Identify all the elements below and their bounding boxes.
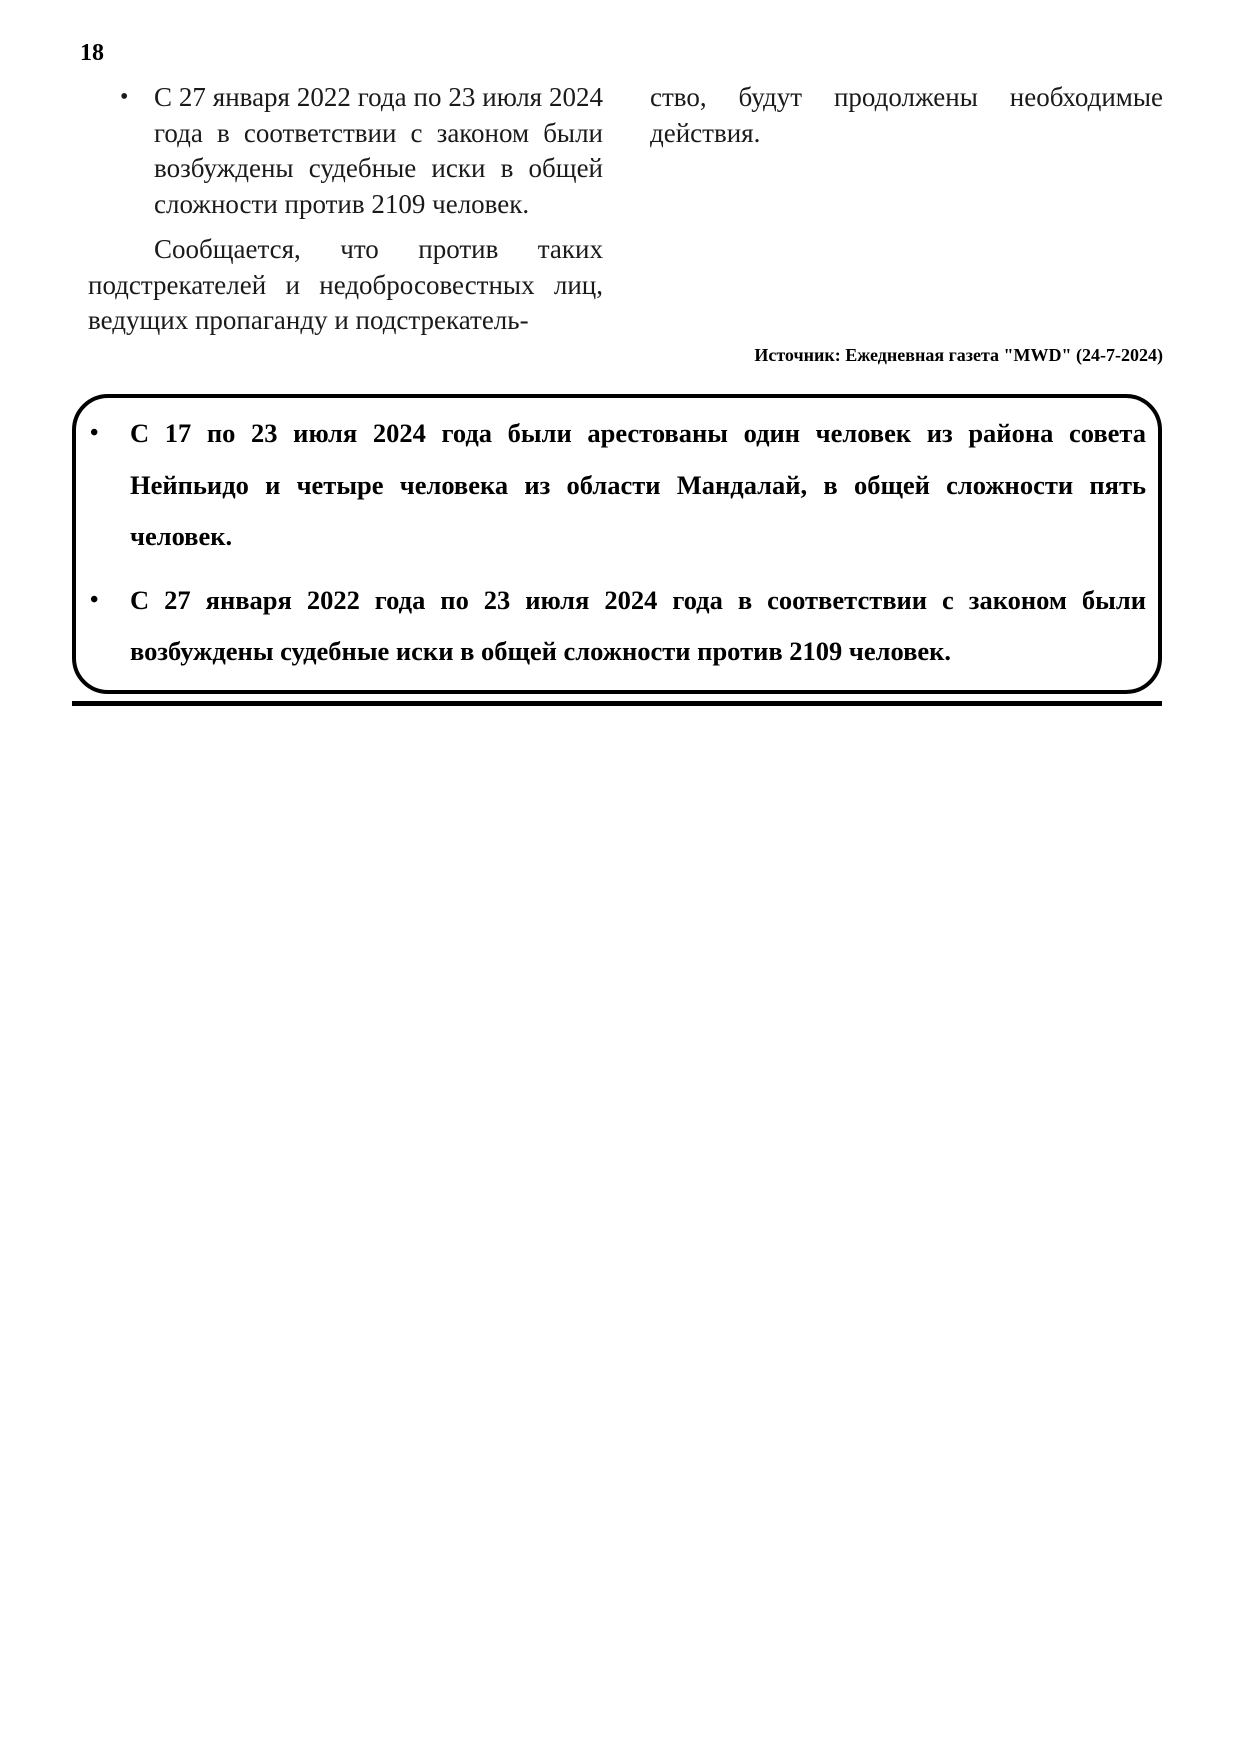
summary-item-text: С 27 января 2022 года по 23 июля 2024 года в соответствии с законом были возбуждены судебные иски в общей сложности против 2109 человек. xyxy=(130,584,1146,666)
source-citation: Источник: Ежедневная газета "MWD" (24-7-2024) xyxy=(754,345,1163,365)
summary-item-text: С 17 по 23 июля 2024 года были арестованы один человек из района совета Нейпьидо и четыре человека из области Мандалай, в общей сложности пять человек. xyxy=(130,418,1146,551)
summary-list xyxy=(90,408,1146,678)
left-bullet-item xyxy=(88,80,603,222)
bullet-icon: • xyxy=(120,84,129,110)
bullet-icon: • xyxy=(90,586,99,613)
section-divider xyxy=(72,701,1162,706)
left-bullet-text: С 27 января 2022 года по 23 июля 2024 года в соответствии с законом были возбуждены судебные иски в общей сложности против 2109 человек. xyxy=(154,82,603,219)
left-paragraph: Сообщается, что против таких подстрекателей и недобросовестных лиц, ведущих пропаганду и подстрекатель- xyxy=(88,234,603,335)
left-column xyxy=(88,80,603,339)
bullet-icon: • xyxy=(90,420,99,446)
right-column: ство, будут продолжены необходимые действия. xyxy=(650,82,1163,148)
page-number: 18 xyxy=(80,40,104,66)
summary-item xyxy=(90,575,1146,678)
summary-item xyxy=(90,408,1146,563)
